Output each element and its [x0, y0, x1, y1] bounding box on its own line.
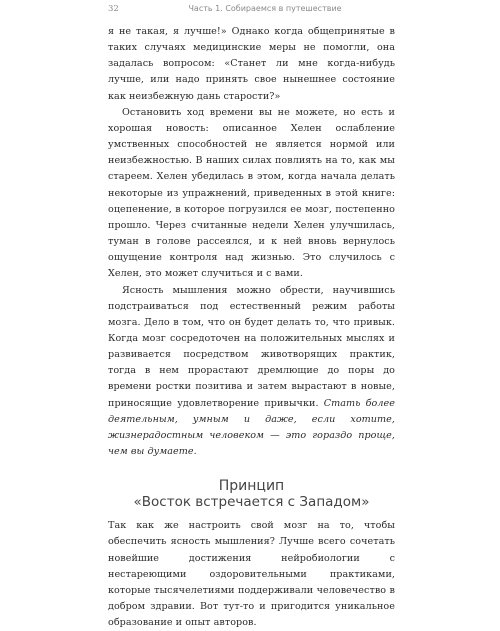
running-head: Часть 1. Собираемся в путешествие — [188, 4, 342, 13]
paragraph-4: Так как же настроить свой мозг на то, чтобы обеспечить ясность мышления? Лучше всего сочетать новейшие достижения нейробиологии с нестареющими оздоровительными практиками, которые тысячелетиями поддерживали человечество в добром здравии. Вот тут-то и пригодится уникальное образование и опыт авторов. — [108, 520, 395, 629]
page-number: 32 — [108, 4, 119, 14]
paragraph-3 — [108, 283, 395, 461]
page-content — [108, 24, 395, 631]
paragraph-3-text: Ясность мышления можно обрести, научившись подстраиваться под естественный режим работы мозга. Дело в том, что он будет делать то, что привык. Когда мозг сосредоточен на положительных мыслях и развивается посредством животворящих практик, тогда в нем прорастают дремлющие до поры до времени ростки позитива и затем вырастают в новые, приносящие удовлетворение привычки. — [108, 284, 395, 409]
paragraph-3-emphasis: Стать более деятельным, умным и даже, если хотите, жизнерадостным человеком — это гораздо проще, чем вы думаете. — [108, 397, 395, 458]
section-heading — [108, 478, 395, 510]
page-header — [108, 2, 392, 16]
paragraph-1: я не такая, я лучше!» Однако когда общепринятые в таких случаях медицинские меры не помогли, она задалась вопросом: «Станет ли мне когда-нибудь лучше, или надо принять свое нынешнее состояние как неизбежную дань старости?» — [108, 26, 395, 102]
section-heading-line-2: «Восток встречается с Западом» — [133, 494, 370, 511]
section-heading-line-1: Принцип — [218, 478, 285, 495]
paragraph-2: Остановить ход времени вы не можете, но есть и хорошая новость: описанное Хелен ослабление умственных способностей не является нормой или неизбежностью. В наших силах повлиять на то, как мы стареем. Хелен убедилась в этом, когда начала делать некоторые из упражнений, приведенных в этой книге: оцепенение, в которое погрузился ее мозг, постепенно прошло. Через считанные недели Хелен улучшилась, туман в голове рассеялся, и к ней вновь вернулось ощущение контроля над жизнью. Это случилось с Хелен, это может случиться и с вами. — [108, 106, 395, 280]
